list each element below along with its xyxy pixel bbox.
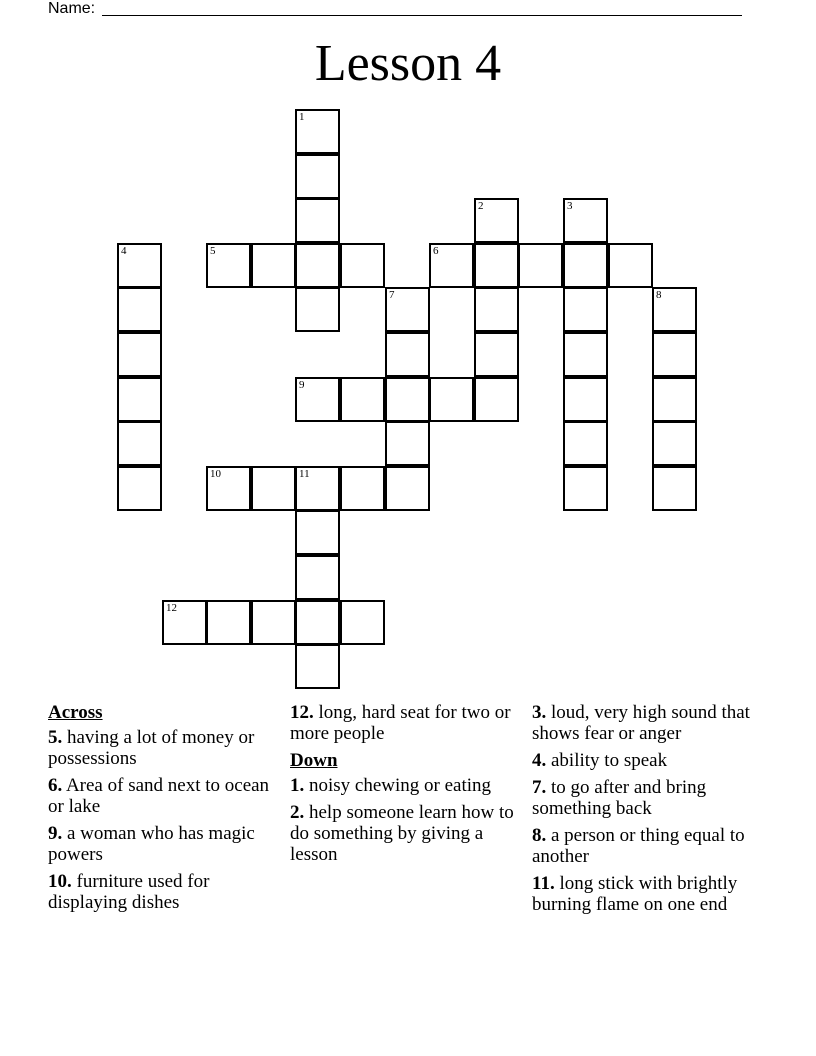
clue-down-11 <box>532 873 772 915</box>
clue-number: 9. <box>48 823 63 844</box>
page-title: Lesson 4 <box>314 35 502 92</box>
grid-cell[interactable] <box>340 466 385 511</box>
grid-cell[interactable] <box>295 377 340 422</box>
grid-cell[interactable] <box>385 377 430 422</box>
clue-text: ability to speak <box>546 750 668 771</box>
grid-cell[interactable] <box>206 600 251 645</box>
clue-number-label: 6 <box>433 245 439 257</box>
clue-number-label: 12 <box>166 602 177 614</box>
clue-down-1 <box>290 775 515 796</box>
clue-down-4 <box>532 750 772 771</box>
clue-number-label: 5 <box>210 245 216 257</box>
grid-cell[interactable] <box>429 243 474 288</box>
grid-cell[interactable] <box>474 332 519 377</box>
grid-cell[interactable] <box>251 600 296 645</box>
grid-cell[interactable] <box>295 109 340 154</box>
across-heading: Across <box>48 702 103 723</box>
clues-column-1 <box>48 702 273 919</box>
grid-cell[interactable] <box>295 644 340 689</box>
down-heading: Down <box>290 750 338 771</box>
grid-cell[interactable] <box>652 466 697 511</box>
clue-text: long, hard seat for two or more people <box>290 702 511 744</box>
grid-cell[interactable] <box>563 198 608 243</box>
clue-text: loud, very high sound that shows fear or anger <box>532 702 750 744</box>
clue-number: 4. <box>532 750 547 771</box>
clue-number: 3. <box>532 702 547 723</box>
clue-text: having a lot of money or possessions <box>48 727 255 769</box>
grid-cell[interactable] <box>117 466 162 511</box>
grid-cell[interactable] <box>563 421 608 466</box>
clue-number-label: 10 <box>210 468 221 480</box>
clue-text: a woman who has magic powers <box>48 823 255 865</box>
grid-cell[interactable] <box>429 377 474 422</box>
clue-down-7 <box>532 777 772 819</box>
grid-cell[interactable] <box>340 243 385 288</box>
grid-cell[interactable] <box>563 243 608 288</box>
grid-cell[interactable] <box>295 243 340 288</box>
clue-number-label: 8 <box>656 289 662 301</box>
clue-text: noisy chewing or eating <box>304 775 492 796</box>
grid-cell[interactable] <box>474 243 519 288</box>
clue-number-label: 2 <box>478 200 484 212</box>
grid-cell[interactable] <box>162 600 207 645</box>
grid-cell[interactable] <box>340 600 385 645</box>
clue-number-label: 1 <box>299 111 305 123</box>
clue-number-label: 9 <box>299 379 305 391</box>
clues-column-3 <box>532 702 772 921</box>
grid-cell[interactable] <box>385 421 430 466</box>
grid-cell[interactable] <box>474 377 519 422</box>
grid-cell[interactable] <box>117 421 162 466</box>
grid-cell[interactable] <box>385 466 430 511</box>
grid-cell[interactable] <box>251 243 296 288</box>
grid-cell[interactable] <box>117 377 162 422</box>
grid-cell[interactable] <box>206 243 251 288</box>
grid-cell[interactable] <box>563 332 608 377</box>
grid-cell[interactable] <box>295 555 340 600</box>
grid-cell[interactable] <box>295 154 340 199</box>
clue-number-label: 7 <box>389 289 395 301</box>
grid-cell[interactable] <box>251 466 296 511</box>
grid-cell[interactable] <box>385 287 430 332</box>
name-label: Name: <box>48 0 96 17</box>
clue-text: long stick with brightly burning flame on one end <box>532 873 738 915</box>
clue-text: Area of sand next to ocean or lake <box>48 775 270 817</box>
clue-number: 8. <box>532 825 547 846</box>
clue-number: 12. <box>290 702 314 723</box>
grid-cell[interactable] <box>117 332 162 377</box>
grid-cell[interactable] <box>206 466 251 511</box>
clue-number-label: 4 <box>121 245 127 257</box>
grid-cell[interactable] <box>518 243 563 288</box>
grid-cell[interactable] <box>340 377 385 422</box>
clue-number: 5. <box>48 727 63 748</box>
clue-across-9 <box>48 823 273 865</box>
grid-cell[interactable] <box>117 287 162 332</box>
grid-cell[interactable] <box>608 243 653 288</box>
grid-cell[interactable] <box>385 332 430 377</box>
grid-cell[interactable] <box>117 243 162 288</box>
clue-number: 10. <box>48 871 72 892</box>
clue-text: furniture used for displaying dishes <box>48 871 210 913</box>
clue-number: 2. <box>290 802 305 823</box>
clues-column-2 <box>290 702 515 871</box>
grid-cell[interactable] <box>295 287 340 332</box>
clue-number-label: 11 <box>299 468 310 480</box>
clue-number: 11. <box>532 873 555 894</box>
clue-number: 1. <box>290 775 305 796</box>
grid-cell[interactable] <box>295 466 340 511</box>
clue-across-10 <box>48 871 273 913</box>
clue-number-label: 3 <box>567 200 573 212</box>
grid-cell[interactable] <box>295 510 340 555</box>
grid-cell[interactable] <box>295 198 340 243</box>
grid-cell[interactable] <box>652 287 697 332</box>
clue-across-5 <box>48 727 273 769</box>
clue-number: 7. <box>532 777 547 798</box>
grid-cell[interactable] <box>652 421 697 466</box>
grid-cell[interactable] <box>563 377 608 422</box>
clue-across-12 <box>290 702 515 744</box>
grid-cell[interactable] <box>652 332 697 377</box>
clue-number: 6. <box>48 775 63 796</box>
clue-text: to go after and bring something back <box>532 777 707 819</box>
clue-text: help someone learn how to do something by giving a lesson <box>290 802 514 865</box>
grid-cell[interactable] <box>474 287 519 332</box>
clue-down-8 <box>532 825 772 867</box>
clue-across-6 <box>48 775 273 817</box>
grid-cell[interactable] <box>474 198 519 243</box>
clue-down-2 <box>290 802 515 865</box>
grid-cell[interactable] <box>563 287 608 332</box>
clue-text: a person or thing equal to another <box>532 825 745 867</box>
grid-cell[interactable] <box>295 600 340 645</box>
grid-cell[interactable] <box>563 466 608 511</box>
grid-cell[interactable] <box>652 377 697 422</box>
clue-down-3 <box>532 702 772 744</box>
